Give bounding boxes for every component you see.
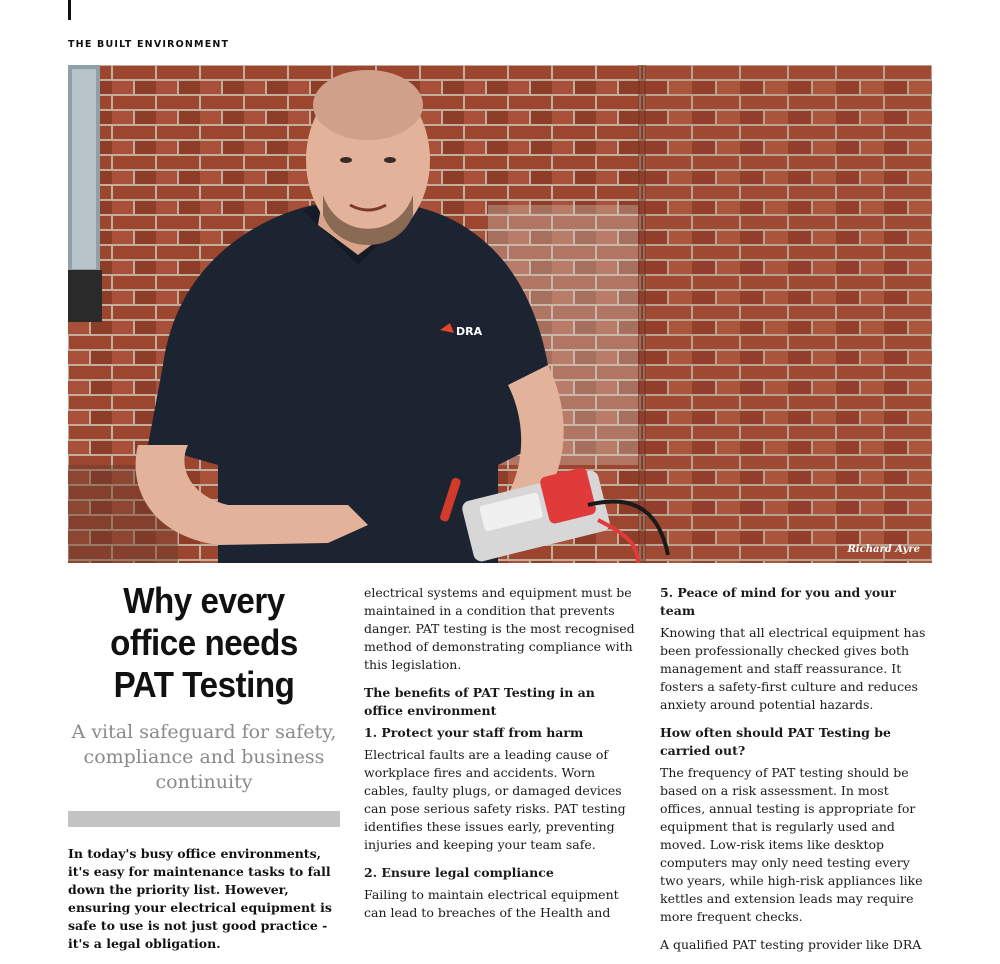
lead-paragraph: In today's busy office environments, it's easy for maintenance tasks to fall down the priority list. However, ensuring your electrical equipment is safe to use is not just good practice - it's a legal obligation. [68, 846, 332, 951]
paragraph: A qualified PAT testing provider like DRA [660, 937, 922, 952]
paragraph: Electrical faults are a leading cause of workplace fires and accidents. Worn cables, faulty plugs, or damaged devices can pose serious safety risks. PAT testing identifies these issues early, preventing injuries and keeping your team safe. [364, 747, 626, 852]
paragraph: Failing to maintain electrical equipment can lead to breaches of the Health and [364, 887, 619, 920]
section-heading-benefits: The benefits of PAT Testing in an office environment [364, 685, 595, 718]
subheadline: A vital safeguard for safety, compliance and business continuity [71, 721, 337, 793]
subheading-protect-staff: 1. Protect your staff from harm [364, 725, 584, 740]
headline-line-3: PAT Testing [113, 664, 295, 705]
section-heading-frequency: How often should PAT Testing be carried out? [660, 725, 891, 758]
headline-line-2: office needs [110, 622, 298, 663]
subheading-legal-compliance: 2. Ensure legal compliance [364, 865, 554, 880]
paragraph: electrical systems and equipment must be maintained in a condition that prevents danger. PAT testing is the most recognised method of demonstrating compliance with this legislation. [364, 585, 635, 672]
divider-bar [68, 811, 340, 827]
body-column-2 [364, 584, 638, 932]
headline [79, 580, 329, 706]
photo-credit: Richard Ayre [847, 544, 920, 555]
shirt-logo: DRA [456, 325, 483, 338]
article-photo [68, 65, 932, 563]
headline-column [68, 578, 340, 953]
subheading-peace-of-mind: 5. Peace of mind for you and your team [660, 585, 896, 618]
top-accent-bar [68, 0, 71, 20]
section-label: THE BUILT ENVIRONMENT [68, 39, 230, 50]
body-column-3 [660, 584, 934, 964]
photo-illustration [68, 65, 932, 563]
paragraph: Knowing that all electrical equipment has been professionally checked gives both management and staff reassurance. It fosters a safety-first culture and reduces anxiety around potential hazards. [660, 625, 926, 712]
paragraph: The frequency of PAT testing should be based on a risk assessment. In most offices, annual testing is appropriate for equipment that is regularly used and moved. Low-risk items like desktop computers may only need testing every two years, while high-risk appliances like kettles and extension leads may require more frequent checks. [660, 765, 923, 924]
headline-line-1: Why every [123, 580, 285, 621]
